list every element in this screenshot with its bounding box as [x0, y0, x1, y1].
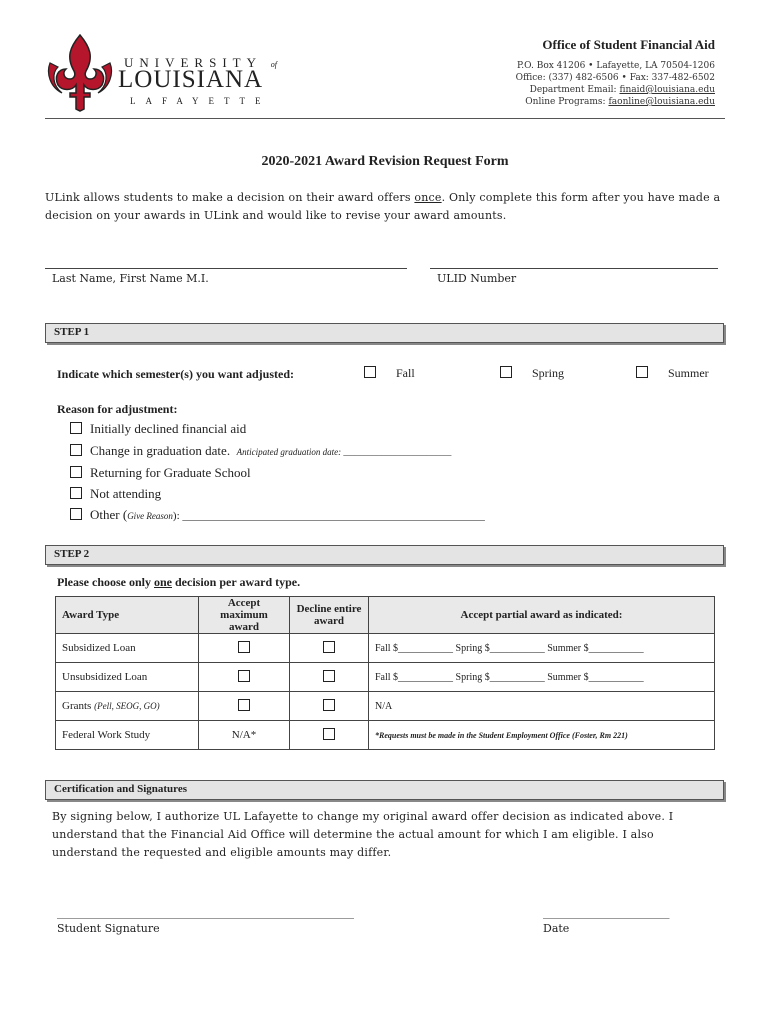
accept-checkbox[interactable] [238, 641, 250, 653]
name-line[interactable] [45, 268, 407, 269]
accept-cell[interactable] [199, 692, 290, 721]
name-label: Last Name, First Name M.I. [52, 272, 209, 285]
step2-bar: STEP 2 [45, 545, 724, 565]
header-award-type: Award Type [56, 597, 199, 634]
signature-line[interactable]: ______________________________________________________ [57, 906, 354, 919]
grad-school-checkbox[interactable] [70, 466, 82, 478]
semester-spring[interactable]: Spring [500, 366, 564, 381]
award-type-cell: Unsubsidized Loan [56, 663, 199, 692]
graduation-checkbox[interactable] [70, 444, 82, 456]
partial-cell[interactable]: Fall $___________ Spring $___________ Summer $___________ [369, 634, 715, 663]
decline-checkbox[interactable] [323, 641, 335, 653]
certification-text: By signing below, I authorize UL Lafayette to change my original award offer decision as indicated above. I understand that the Financial Aid Office will determine the actual amount for which I am eligible. I also understand the requested and eligible amounts may differ. [52, 810, 674, 859]
accept-cell: N/A* [199, 721, 290, 750]
header-partial: Accept partial award as indicated: [369, 597, 715, 634]
table-row [56, 634, 715, 663]
semester-summer[interactable]: Summer [636, 366, 709, 381]
reason-grad-school[interactable]: Returning for Graduate School [70, 465, 251, 481]
partial-cell[interactable]: Fall $___________ Spring $___________ Summer $___________ [369, 663, 715, 692]
other-checkbox[interactable] [70, 508, 82, 520]
logo-university-text: UNIVERSITY of [124, 55, 277, 70]
step1-bar: STEP 1 [45, 323, 724, 343]
fall-checkbox[interactable] [364, 366, 376, 378]
office-email: Department Email: finaid@louisiana.edu [529, 85, 715, 95]
office-title: Office of Student Financial Aid [542, 37, 715, 52]
partial-cell: N/A [369, 692, 715, 721]
award-type-cell: Subsidized Loan [56, 634, 199, 663]
logo-louisiana-text: LOUISIANA [118, 66, 264, 93]
semester-fall[interactable]: Fall [364, 366, 415, 381]
ulid-line[interactable] [430, 268, 718, 269]
date-label: Date [543, 922, 570, 935]
signature-label: Student Signature [57, 922, 160, 935]
office-phone: Office: (337) 482-6506 • Fax: 337-482-6502 [515, 73, 715, 83]
table-row [56, 692, 715, 721]
decline-checkbox[interactable] [323, 699, 335, 711]
office-address: P.O. Box 41206 • Lafayette, LA 70504-1206 [517, 61, 715, 71]
intro-paragraph: ULink allows students to make a decision on their award offers once. Only complete this form after you have made a decision on your awards in ULink and would like to revise your award amounts. [45, 191, 721, 222]
table-row [56, 721, 715, 750]
form-title: 2020-2021 Award Revision Request Form [261, 154, 509, 169]
accept-checkbox[interactable] [238, 699, 250, 711]
header-accept-max: Accept maximum award [199, 597, 290, 634]
header-decline: Decline entire award [290, 597, 369, 634]
online-email-link[interactable]: faonline@louisiana.edu [608, 97, 715, 107]
fleur-de-lis-logo-icon [44, 33, 116, 113]
email-link[interactable]: finaid@louisiana.edu [619, 85, 715, 95]
decline-cell[interactable] [290, 663, 369, 692]
certification-bar: Certification and Signatures [45, 780, 724, 800]
accept-cell[interactable] [199, 634, 290, 663]
table-row [56, 663, 715, 692]
reason-not-attending[interactable]: Not attending [70, 486, 161, 502]
reason-label: Reason for adjustment: [57, 402, 178, 416]
reason-other[interactable]: Other (Give Reason): _______________________________________________________ [70, 507, 485, 523]
declined-checkbox[interactable] [70, 422, 82, 434]
award-type-cell: Federal Work Study [56, 721, 199, 750]
award-type-cell: Grants (Pell, SEOG, GO) [56, 692, 199, 721]
not-attending-checkbox[interactable] [70, 487, 82, 499]
logo-lafayette-text: LAFAYETTE [130, 96, 271, 106]
award-table [55, 596, 715, 750]
spring-checkbox[interactable] [500, 366, 512, 378]
decline-cell[interactable] [290, 692, 369, 721]
summer-checkbox[interactable] [636, 366, 648, 378]
decline-cell[interactable] [290, 634, 369, 663]
reason-declined[interactable]: Initially declined financial aid [70, 421, 246, 437]
decline-checkbox[interactable] [323, 670, 335, 682]
date-line[interactable]: _______________________ [543, 906, 670, 919]
semester-question: Indicate which semester(s) you want adjusted: [57, 367, 294, 381]
accept-cell[interactable] [199, 663, 290, 692]
accept-checkbox[interactable] [238, 670, 250, 682]
partial-cell: *Requests must be made in the Student Employment Office (Foster, Rm 221) [369, 721, 715, 750]
decline-cell[interactable] [290, 721, 369, 750]
reason-graduation[interactable]: Change in graduation date. Anticipated graduation date: ________________________ [70, 443, 451, 459]
header-divider [45, 118, 725, 119]
ulid-label: ULID Number [437, 272, 517, 285]
award-table-header [56, 597, 715, 634]
office-online: Online Programs: faonline@louisiana.edu [525, 97, 715, 107]
step2-instruction: Please choose only one decision per award type. [57, 575, 301, 589]
decline-checkbox[interactable] [323, 728, 335, 740]
